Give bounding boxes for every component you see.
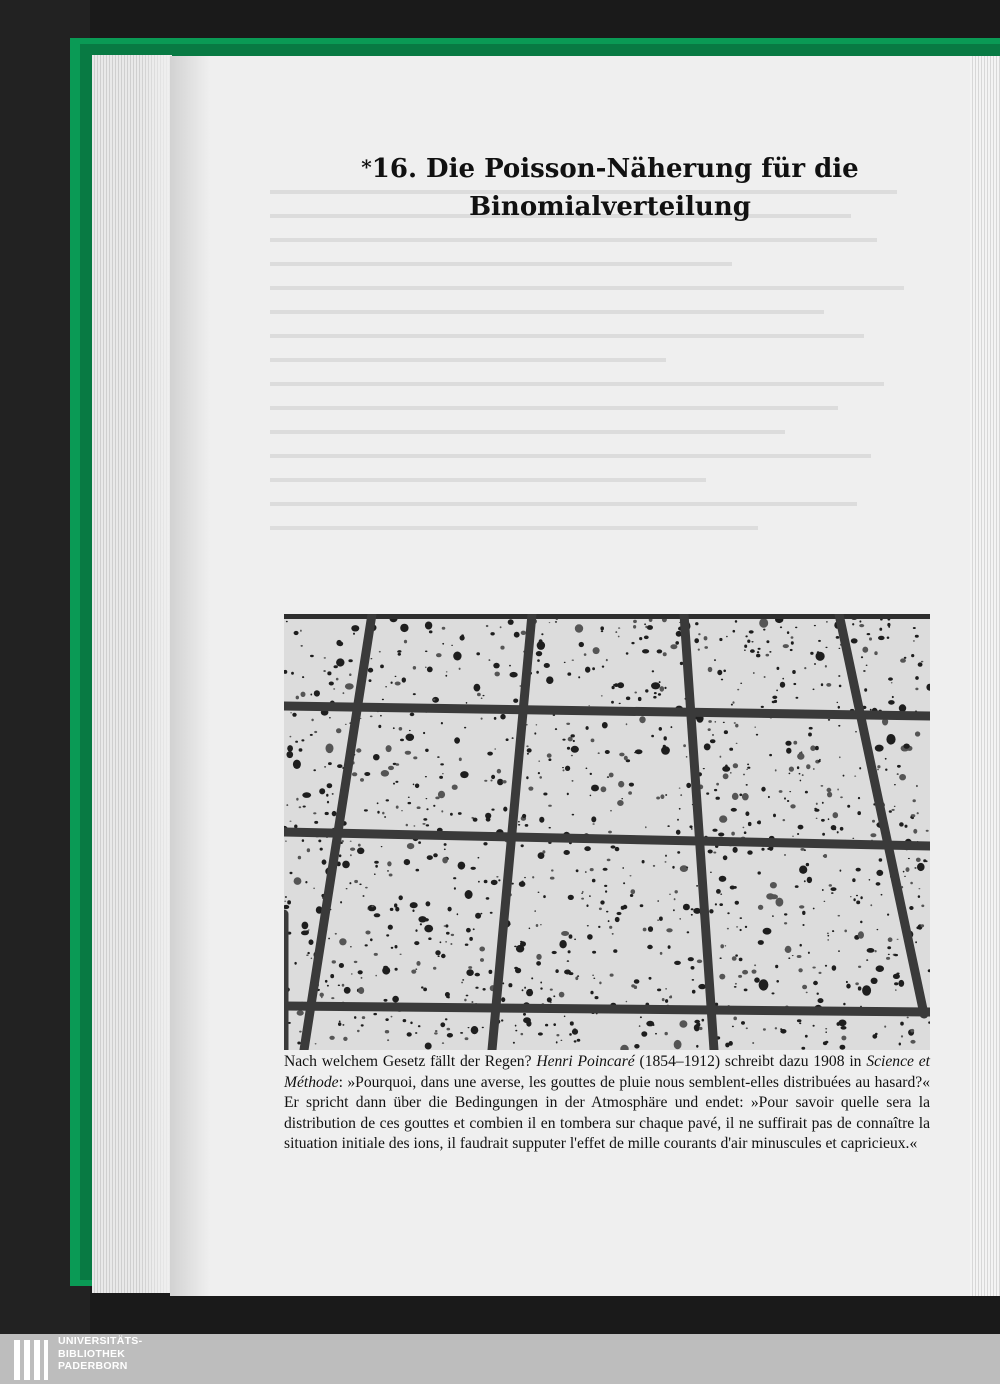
show-through-text xyxy=(270,170,930,590)
library-logo-icon xyxy=(12,1338,50,1382)
caption-work: Science et Méthode xyxy=(284,1053,930,1091)
footer-bar xyxy=(0,1334,1000,1384)
caption-author: Henri Poincaré xyxy=(536,1053,635,1070)
caption-part-3: : »Pourquoi, dans une averse, les gouttes de pluie nous semblent-elles distribuées au hasard?« Er spricht dann über die Bedingungen in der Atmosphäre und endet: »Pour savoir quelle sera la distribution de ces gouttes et combien il en tombera sur chaque pavé, il ne suffirait pas de connaître la situation initiale des ions, il faudrait supputer l'effet de mille courants d'air minuscules et capricieux.« xyxy=(284,1073,930,1152)
caption-part-1: Nach welchem Gesetz fällt der Regen? xyxy=(284,1053,537,1070)
page-edges-right xyxy=(970,56,1000,1296)
library-logo-text xyxy=(58,1335,142,1373)
page-title xyxy=(300,150,920,226)
rain-photo xyxy=(284,614,930,1050)
logo-line-2: BIBLIOTHEK xyxy=(58,1347,126,1360)
logo-line-1: UNIVERSITÄTS- xyxy=(58,1335,143,1347)
caption-part-2: (1854–1912) schreibt dazu 1908 in xyxy=(634,1053,867,1070)
title-star: * xyxy=(361,155,372,179)
logo-line-3: PADERBORN xyxy=(58,1360,128,1372)
title-line-1: 16. Die Poisson-Näherung für die xyxy=(371,154,859,184)
page-edges-fade xyxy=(140,55,172,1293)
figure-caption xyxy=(284,1052,930,1155)
paving-stones-image xyxy=(284,614,930,1050)
title-line-2: Binomialverteilung xyxy=(469,192,751,222)
page-gutter-shadow xyxy=(170,56,210,1296)
